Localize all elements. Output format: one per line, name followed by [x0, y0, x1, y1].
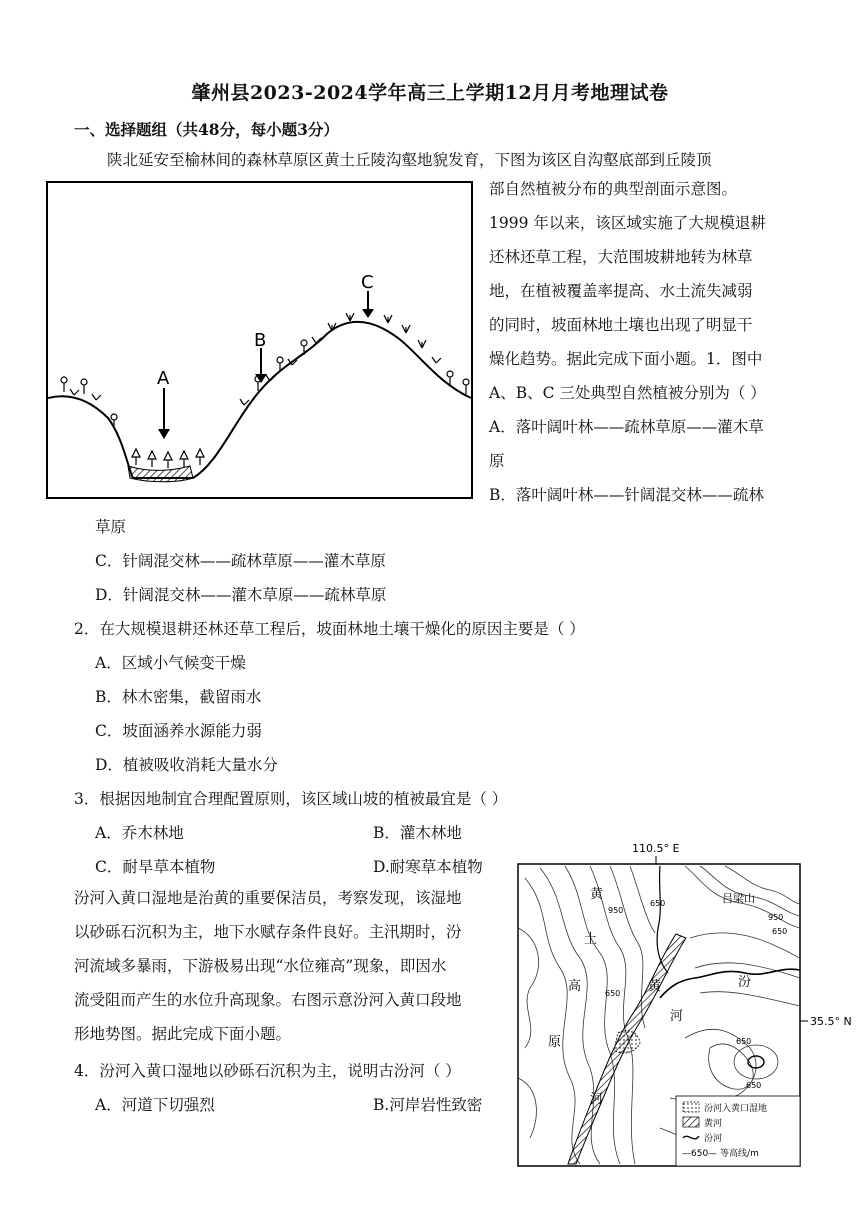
map-label-lvliang: 吕梁山	[722, 892, 755, 905]
section-heading: 一、选择题组（共48分，每小题3分）	[74, 120, 339, 139]
q1-option-d: D．针阔混交林——灌木草原——疏林草原	[95, 586, 387, 604]
text-line: 部自然植被分布的典型剖面示意图。	[489, 180, 738, 198]
text-line: 1999 年以来，该区域实施了大规模退耕	[489, 214, 766, 232]
map-label-tu: 土	[584, 932, 598, 947]
contour-label: 650	[772, 927, 788, 936]
legend-yellow-river: 黄河	[704, 1119, 723, 1129]
contour-label: 650	[736, 1037, 752, 1046]
q3-stem: 3．根据因地制宜合理配置原则，该区域山坡的植被最宜是（ ）	[74, 790, 508, 808]
q3-option-c: C．耐旱草本植物	[95, 858, 216, 876]
map-label-fen: 汾	[738, 975, 752, 990]
text-line: 的同时，坡面林地土壤也出现了明显干	[489, 316, 753, 334]
q4-option-b: B.河岸岩性致密	[373, 1096, 483, 1114]
q1-option-a: A．落叶阔叶林——疏林草原——灌木草	[489, 418, 764, 436]
q2-option-c: C．坡面涵养水源能力弱	[95, 722, 262, 740]
map-label-river-huang: 黄	[648, 979, 662, 994]
text-line: 还林还草工程，大范围坡耕地转为林草	[489, 248, 753, 266]
text-line: 汾河入黄口湿地是治黄的重要保洁员，考察发现，该湿地	[74, 889, 462, 907]
legend-wetland: 汾河入黄口湿地	[704, 1104, 768, 1114]
fenhe-confluence-map	[510, 838, 855, 1173]
q1-option-b: B．落叶阔叶林——针阔混交林——疏林	[489, 486, 764, 504]
map-label-he: 河	[590, 1092, 604, 1107]
latitude-label: 35.5° N	[810, 1015, 852, 1028]
q1-stem: A、B、C 三处典型自然植被分别为（ ）	[489, 384, 766, 402]
legend-contour: —650— 等高线/m	[682, 1149, 759, 1159]
text-line: 燥化趋势。据此完成下面小题。1．图中	[489, 350, 763, 368]
q2-option-d: D．植被吸收消耗大量水分	[95, 756, 278, 774]
q1-option-a-cont: 原	[489, 452, 505, 470]
map-label-yuan: 原	[548, 1035, 562, 1050]
text-line: 以砂砾石沉积为主，地下水赋存条件良好。主汛期时，汾	[74, 923, 462, 941]
contour-label: 650	[650, 899, 666, 908]
label-a: A	[157, 368, 170, 389]
text-line: 流受阻而产生的水位升高现象。右图示意汾河入黄口段地	[74, 991, 462, 1009]
q2-option-b: B．林木密集，截留雨水	[95, 688, 262, 706]
q3-option-d: D.耐寒草本植物	[373, 858, 483, 876]
vegetation-profile-figure	[46, 181, 473, 499]
q2-option-a: A．区域小气候变干燥	[95, 654, 246, 672]
contour-label: 650	[746, 1081, 762, 1090]
text-line: 形地势图。据此完成下面小题。	[74, 1025, 292, 1043]
legend-fenhe: 汾河	[704, 1134, 723, 1144]
q3-option-a: A．乔木林地	[95, 824, 184, 842]
longitude-label: 110.5° E	[632, 842, 680, 855]
q1-option-b-cont: 草原	[95, 518, 127, 536]
label-b: B	[254, 330, 267, 351]
contour-label: 950	[768, 913, 784, 922]
passage-1-intro: 陕北延安至榆林间的森林草原区黄土丘陵沟壑地貌发育，下图为该区自沟壑底部到丘陵顶	[107, 151, 712, 169]
text-line: 河流域多暴雨，下游极易出现“水位雍高”现象，即因水	[74, 957, 447, 975]
label-c: C	[361, 272, 374, 293]
q3-option-b: B．灌木林地	[373, 824, 462, 842]
passage-1-right-column	[489, 172, 809, 512]
map-label-river-he: 河	[670, 1009, 684, 1024]
q4-option-a: A．河道下切强烈	[95, 1096, 215, 1114]
q1-option-c: C．针阔混交林——疏林草原——灌木草原	[95, 552, 386, 570]
q2-stem: 2．在大规模退耕还林还草工程后，坡面林地土壤干燥化的原因主要是（ ）	[74, 620, 585, 638]
page-title: 肇州县2023-2024学年高三上学期12月月考地理试卷	[191, 82, 669, 104]
gully-stream	[128, 466, 193, 482]
map-label-huang: 黄	[590, 887, 604, 902]
passage-2	[74, 881, 504, 1051]
contour-label: 650	[605, 989, 621, 998]
text-line: 地，在植被覆盖率提高、水土流失减弱	[489, 282, 753, 300]
contour-label: 950	[608, 906, 624, 915]
map-label-gao: 高	[568, 979, 582, 994]
q4-stem: 4．汾河入黄口湿地以砂砾石沉积为主，说明古汾河（ ）	[74, 1062, 461, 1080]
